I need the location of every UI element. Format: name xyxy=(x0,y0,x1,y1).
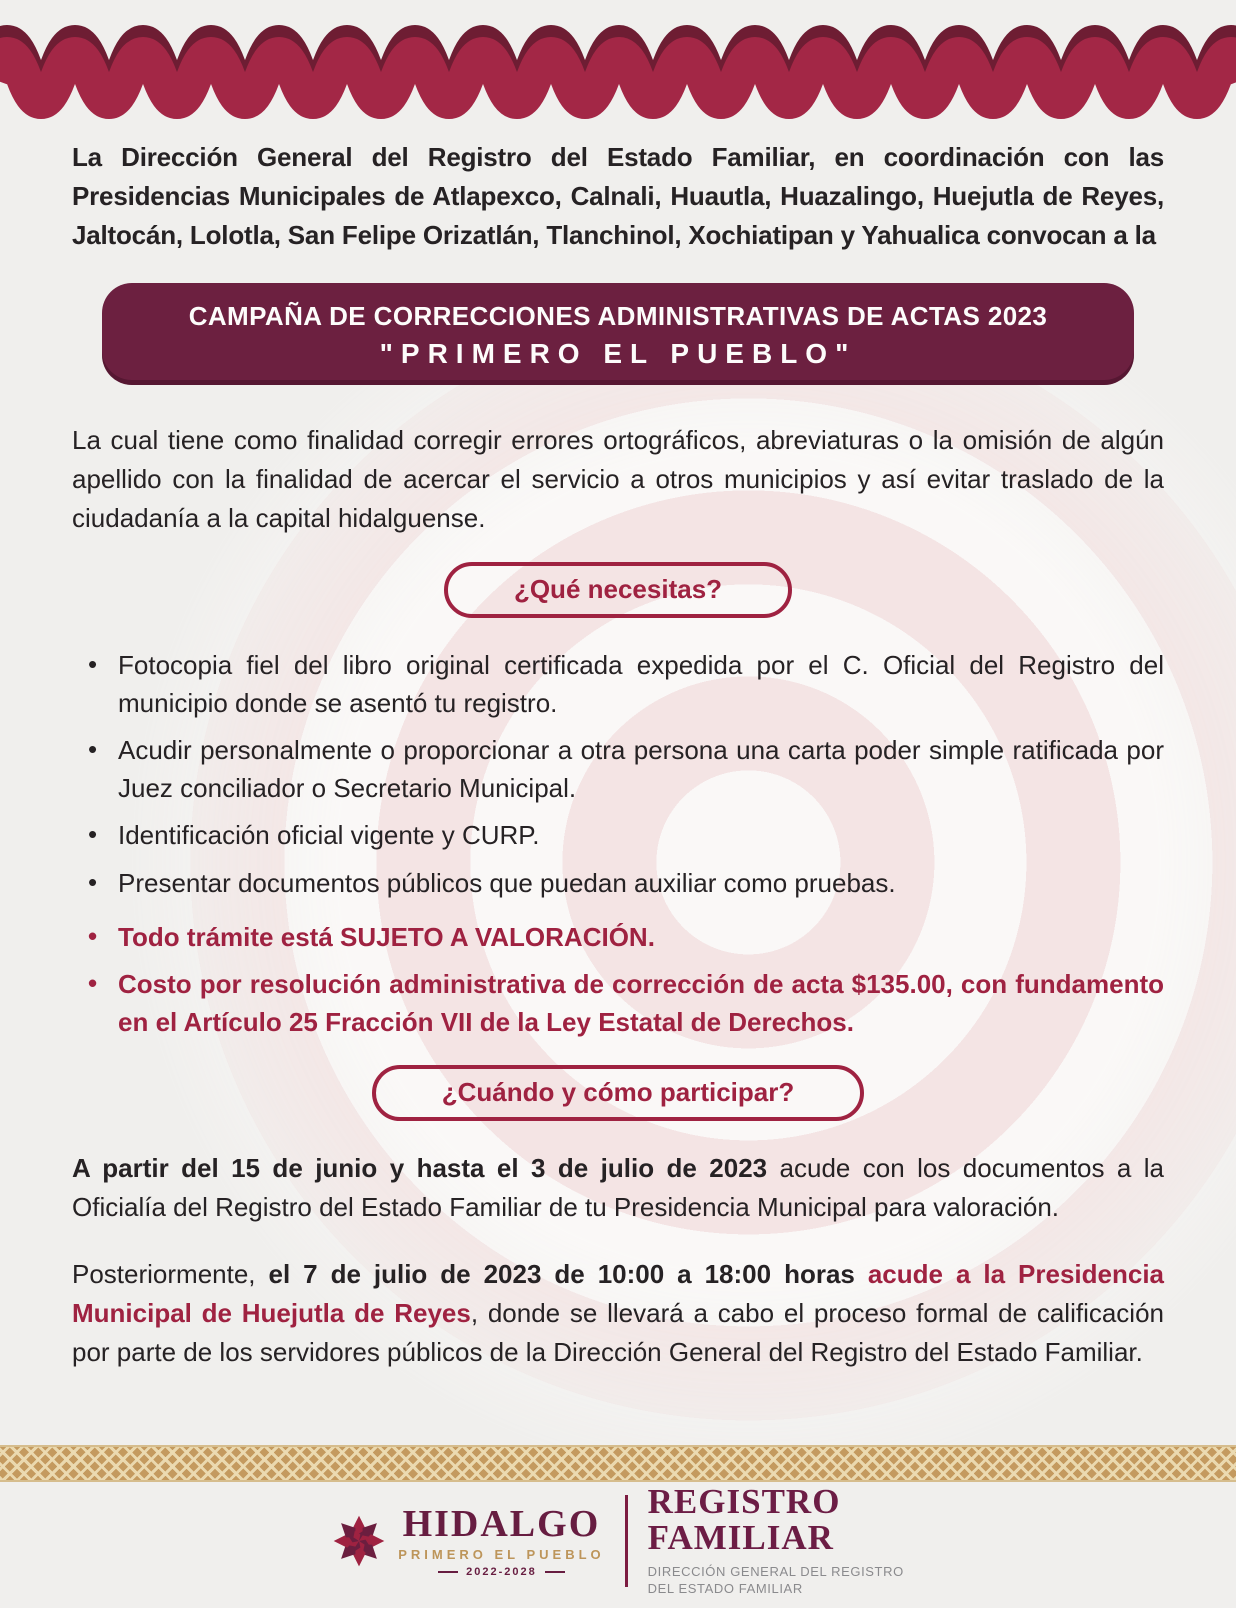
event-datetime-text: el 7 de julio de 2023 de 10:00 a 18:00 horas xyxy=(268,1259,868,1290)
date-range-text: A partir del 15 de junio y hasta el 3 de julio de 2023 xyxy=(72,1153,768,1184)
purpose-paragraph: La cual tiene como finalidad corregir errores ortográficos, abreviaturas o la omisión de algún apellido con la finalidad de acercar el servicio a otros municipios y así evitar traslado de la ciudadanía a la capital hidalguense. xyxy=(72,424,1164,533)
hidalgo-years: 2022-2028 xyxy=(438,1566,565,1578)
registro-line1: REGISTRO xyxy=(647,1482,841,1522)
hidalgo-logo xyxy=(332,1502,605,1578)
campaign-banner xyxy=(102,283,1134,385)
registro-line2: FAMILIAR xyxy=(647,1517,834,1557)
intro-paragraph: La Dirección General del Registro del Estado Familiar, en coordinación con las Presidencias Municipales de Atlapexco, Calnali, Huautla, Huazalingo, Huejutla de Reyes, Jaltocán, Lolotla, San Felipe Orizatlán, Tlanchinol, Xochiatipan y Yahualica convocan a la xyxy=(72,142,1164,250)
hidalgo-wordmark xyxy=(398,1502,605,1578)
participation-section-pill xyxy=(372,1065,865,1121)
hidalgo-name: HIDALGO xyxy=(402,1502,601,1545)
list-item xyxy=(72,918,1164,956)
registro-subtitle xyxy=(648,1563,904,1598)
requirement-text: Fotocopia fiel del libro original certificada expedida por el C. Oficial del Registro del municipio donde se asentó tu registro. xyxy=(118,649,1164,718)
bullet-icon: • xyxy=(88,968,98,999)
bullet-icon: • xyxy=(88,920,98,951)
registro-subtitle-line1: DIRECCIÓN GENERAL DEL REGISTRO xyxy=(647,1563,904,1579)
participation-section-title: ¿Cuándo y cómo participar? xyxy=(441,1077,795,1108)
participation-paragraph-2-rest: , donde se llevará a cabo el proceso formal de calificación por parte de los servidores públicos de la Dirección General del Registro del Estado Familiar. xyxy=(72,1298,1165,1368)
hidalgo-star-icon xyxy=(332,1512,386,1570)
requirement-text: Identificación oficial vigente y CURP. xyxy=(118,820,540,851)
aztec-pattern-strip xyxy=(0,1445,1236,1482)
bullet-icon: • xyxy=(88,866,98,897)
highlighted-requirement-text: Todo trámite está SUJETO A VALORACIÓN. xyxy=(118,921,655,952)
registro-familiar-wordmark xyxy=(648,1484,904,1597)
participation-paragraph-1 xyxy=(72,1149,1164,1227)
event-location-text: acude a la Presidencia Municipal de Huejutla de Reyes xyxy=(72,1259,1165,1329)
hidalgo-tagline: PRIMERO EL PUEBLO xyxy=(398,1546,605,1562)
list-item xyxy=(72,731,1164,807)
participation-paragraph-2 xyxy=(72,1255,1164,1372)
bullet-icon: • xyxy=(88,733,98,764)
wave-ribbon-icon xyxy=(0,8,1236,126)
highlighted-requirement-text: Costo por resolución administrativa de corrección de acta $135.00, con fundamento en el Artículo 25 Fracción VII de la Ley Estatal de Derechos. xyxy=(118,969,1164,1038)
requirement-text: Presentar documentos públicos que puedan auxiliar como pruebas. xyxy=(118,867,896,898)
highlighted-requirements-list xyxy=(72,918,1164,1042)
list-item xyxy=(72,646,1164,722)
wave-border-icon xyxy=(0,8,1236,126)
bullet-icon: • xyxy=(88,648,98,679)
requirements-section-pill xyxy=(444,562,792,618)
footer-logos xyxy=(0,1482,1236,1597)
list-item xyxy=(72,816,1164,854)
requirements-list xyxy=(72,646,1164,902)
list-item xyxy=(72,864,1164,902)
participation-paragraph-2-lead: Posteriormente, xyxy=(72,1259,269,1290)
requirement-text: Acudir personalmente o proporcionar a otra persona una carta poder simple ratificada por Juez conciliador o Secretario Municipal. xyxy=(118,734,1164,804)
logo-divider xyxy=(625,1495,628,1587)
banner-title: CAMPAÑA DE CORRECCIONES ADMINISTRATIVAS DE ACTAS 2023 xyxy=(188,301,1048,331)
list-item xyxy=(72,965,1164,1041)
registro-subtitle-line2: DEL ESTADO FAMILIAR xyxy=(647,1581,803,1597)
bullet-icon: • xyxy=(88,819,98,850)
participation-paragraph-1-rest: acude con los documentos a la Oficialía del Registro del Estado Familiar de tu Presidencia Municipal para valoración. xyxy=(72,1153,1164,1223)
banner-subtitle: "PRIMERO EL PUEBLO" xyxy=(379,337,857,369)
requirements-section-title: ¿Qué necesitas? xyxy=(513,573,723,604)
